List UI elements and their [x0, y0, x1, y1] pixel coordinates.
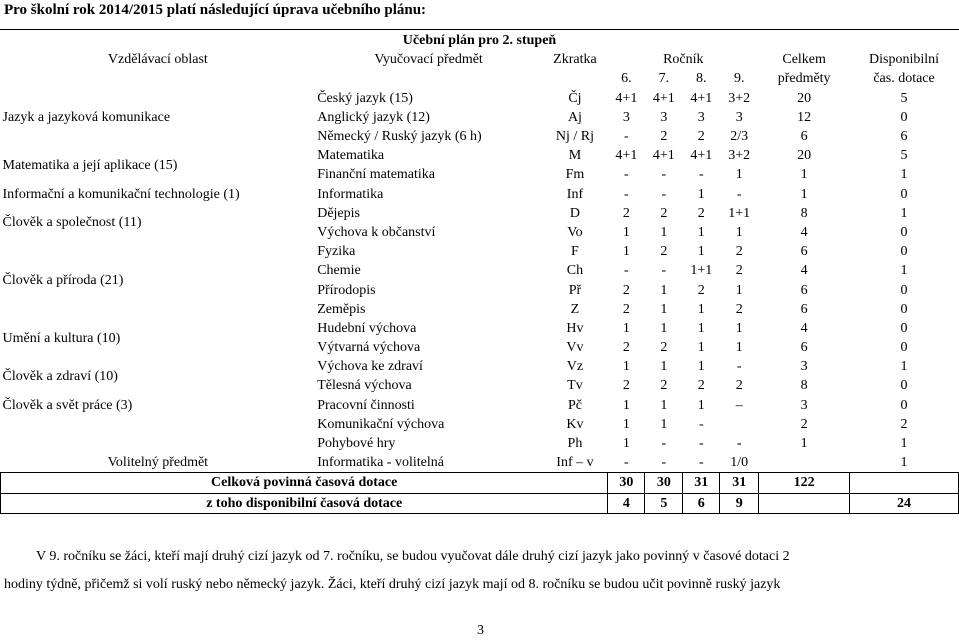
grade-6-cell: - [624, 167, 629, 183]
total-cell: 20 [797, 148, 812, 164]
abbr-cell: M [568, 148, 582, 164]
total-sum: 122 [759, 473, 850, 493]
subject-cell: Fyzika [317, 244, 356, 260]
header-row-2 [1, 69, 959, 88]
disp-cell: 1 [900, 263, 908, 279]
grade-9-cell: 2 [735, 244, 743, 260]
grade-6-cell: 1 [622, 320, 630, 336]
table-row [1, 242, 959, 261]
grade-8-cell: 1 [697, 301, 705, 317]
grade-6-cell: 2 [622, 301, 630, 317]
area-cell: Umění a kultura (10) [2, 330, 121, 346]
page-number: 3 [477, 623, 484, 638]
grade-6-cell: 2 [622, 205, 630, 221]
total-cell: 3 [800, 359, 808, 375]
col-header-disp-2: čas. dotace [873, 71, 935, 87]
disp-cell: 0 [900, 224, 908, 240]
total-cell: 4 [800, 224, 808, 240]
total-grade-7: 30 [645, 473, 683, 493]
abbr-cell: Z [570, 301, 580, 317]
abbr-cell: Inf – v [556, 455, 594, 471]
disp-cell: 5 [900, 148, 908, 164]
subject-cell: Matematika [317, 148, 385, 164]
grade-8-cell: 2 [697, 282, 705, 298]
table-row [1, 319, 959, 338]
disp-cell: 0 [900, 282, 908, 298]
grade-7-cell: 1 [660, 224, 668, 240]
area-cell: Člověk a zdraví (10) [2, 368, 118, 384]
grade-9-cell: 2 [735, 378, 743, 394]
grade-7-cell: 1 [660, 416, 668, 432]
total-cell: 3 [800, 397, 808, 413]
grade-7-cell: 3 [660, 109, 668, 125]
disp-cell: 0 [900, 244, 908, 260]
grade-7-cell: 1 [660, 397, 668, 413]
total-cell: 2 [800, 416, 808, 432]
subject-cell: Český jazyk (15) [317, 90, 413, 106]
grade-9-cell: 1 [735, 340, 743, 356]
table-row [1, 146, 959, 165]
disp-cell: 1 [900, 205, 908, 221]
grade-9-cell: - [736, 436, 742, 452]
total-cell: 4 [800, 320, 808, 336]
total-cell: 6 [800, 282, 808, 298]
total-cell: 20 [797, 90, 812, 106]
grade-9-cell: 1 [735, 282, 743, 298]
grade-8-cell: 4+1 [690, 148, 713, 164]
curriculum-table [0, 31, 959, 514]
grade-7-cell: 1 [660, 301, 668, 317]
table-row [1, 396, 959, 415]
total-disp [850, 473, 959, 493]
disp-cell: 2 [900, 416, 908, 432]
disp-cell: 5 [900, 90, 908, 106]
table-row [1, 453, 959, 473]
grade-6-cell: 1 [622, 436, 630, 452]
grade-9-cell: 1/0 [730, 455, 749, 471]
total-grade-9: 9 [720, 493, 759, 513]
subject-cell: Výchova k občanství [317, 224, 436, 240]
table-row [1, 185, 959, 204]
grade-8-cell: 2 [697, 129, 705, 145]
subject-cell: Hudební výchova [317, 320, 417, 336]
subject-cell: Výchova ke zdraví [317, 359, 423, 375]
grade-6-cell: 1 [622, 416, 630, 432]
subject-cell: Pohybové hry [317, 436, 396, 452]
grade-8-cell: 1 [697, 186, 705, 202]
grade-9-cell: 2 [735, 263, 743, 279]
table-row [1, 357, 959, 376]
grade-8-cell: 3 [697, 109, 705, 125]
subject-cell: Zeměpis [317, 301, 366, 317]
grade-7-cell: - [661, 186, 667, 202]
abbr-cell: Ch [566, 263, 584, 279]
grade-8-cell: - [698, 167, 704, 183]
total-cell: 8 [800, 378, 808, 394]
grade-8-cell: - [698, 416, 704, 432]
total-grade-6: 4 [608, 493, 645, 513]
grade-7-cell: 2 [660, 205, 668, 221]
subject-cell: Finanční matematika [317, 167, 436, 183]
grade-8-cell: 1+1 [690, 263, 713, 279]
total-grade-7: 5 [645, 493, 683, 513]
grade-7-cell: 4+1 [652, 148, 675, 164]
subject-cell: Přírodopis [317, 282, 376, 298]
grade-7-cell: - [661, 455, 667, 471]
abbr-cell: Kv [566, 416, 584, 432]
header-row-1 [1, 50, 959, 69]
total-cell: 12 [797, 109, 812, 125]
grade-9-cell: - [736, 359, 742, 375]
grade-8-cell: 2 [697, 378, 705, 394]
total-sum [759, 493, 850, 513]
abbr-cell: Př [568, 282, 582, 298]
grade-8-cell: 4+1 [690, 90, 713, 106]
grade-8-cell: 1 [697, 359, 705, 375]
subject-cell: Komunikační výchova [317, 416, 445, 432]
total-cell: 1 [800, 167, 808, 183]
disp-cell: 0 [900, 397, 908, 413]
grade-6-cell: 2 [622, 378, 630, 394]
grade-6-cell: 4+1 [615, 90, 638, 106]
abbr-cell: Hv [566, 320, 584, 336]
grade-9-cell: 1 [735, 320, 743, 336]
total-grade-8: 31 [683, 473, 720, 493]
grade-7-cell: 1 [660, 282, 668, 298]
disp-cell: 0 [900, 109, 908, 125]
abbr-cell: F [571, 244, 579, 260]
area-cell: Informační a komunikační technologie (1) [2, 186, 240, 202]
grade-7-cell: 1 [660, 359, 668, 375]
abbr-cell: Pč [567, 397, 582, 413]
totals-label: z toho disponibilní časová dotace [1, 493, 608, 513]
grade-8-cell: - [698, 455, 704, 471]
grade-6-cell: 3 [622, 109, 630, 125]
grade-6-cell: 1 [622, 359, 630, 375]
col-header-disp: Disponibilní [869, 52, 940, 68]
total-grade-6: 30 [608, 473, 645, 493]
grade-7-cell: 4+1 [652, 90, 675, 106]
total-cell: 6 [800, 244, 808, 260]
grade-7-cell: 2 [660, 340, 668, 356]
total-grade-9: 31 [720, 473, 759, 493]
area-cell: Člověk a společnost (11) [2, 215, 142, 231]
abbr-cell: Vo [567, 224, 583, 240]
grade-9-cell: - [736, 186, 742, 202]
area-cell: Člověk a svět práce (3) [2, 397, 133, 413]
col-header-grade-7: 7. [658, 71, 670, 87]
grade-9-cell: 2/3 [730, 129, 749, 145]
disp-cell: 0 [900, 186, 908, 202]
grade-9-cell: 3+2 [728, 90, 751, 106]
top-divider [0, 29, 959, 30]
grade-8-cell: 1 [697, 340, 705, 356]
table-row [1, 415, 959, 434]
subject-cell: Tělesná výchova [317, 378, 412, 394]
grade-6-cell: - [624, 455, 629, 471]
footnote-line-2: hodiny týdně, přičemž si volí ruský nebo německý jazyk. Žáci, kteří druhý cizí jazyk mají od 8. ročníku se budou učit povinně ruský jazyk [4, 577, 781, 592]
col-header-area: Vzdělávací oblast [107, 52, 208, 68]
disp-cell: 6 [900, 129, 908, 145]
abbr-cell: Čj [568, 90, 582, 106]
abbr-cell: Aj [567, 109, 582, 125]
grade-6-cell: - [624, 186, 629, 202]
grade-7-cell: - [661, 436, 667, 452]
disp-cell: 1 [900, 167, 908, 183]
abbr-cell: Vz [566, 359, 584, 375]
totals-label: Celková povinná časová dotace [1, 473, 608, 493]
subject-cell: Informatika - volitelná [317, 455, 444, 471]
table-title-row [1, 31, 959, 50]
col-header-total: Celkem [782, 52, 826, 68]
grade-9-cell: 2 [735, 301, 743, 317]
totals-row [1, 473, 959, 493]
grade-9-cell: – [735, 397, 743, 413]
disp-cell: 0 [900, 378, 908, 394]
area-cell: Člověk a příroda (21) [2, 272, 124, 288]
grade-6-cell: 1 [622, 244, 630, 260]
grade-6-cell: 4+1 [615, 148, 638, 164]
total-cell: 4 [800, 263, 808, 279]
grade-7-cell: 2 [660, 244, 668, 260]
totals-row [1, 493, 959, 513]
disp-cell: 0 [900, 301, 908, 317]
grade-6-cell: 1 [622, 397, 630, 413]
subject-cell: Německý / Ruský jazyk (6 h) [317, 129, 482, 145]
total-cell: 1 [800, 436, 808, 452]
subject-cell: Anglický jazyk (12) [317, 109, 430, 125]
area-cell: Matematika a její aplikace (15) [2, 157, 178, 173]
abbr-cell: D [569, 205, 580, 221]
col-header-subject: Vyučovací předmět [374, 52, 483, 68]
subject-cell: Chemie [317, 263, 361, 279]
disp-cell: 1 [900, 455, 908, 471]
disp-cell: 1 [900, 359, 908, 375]
grade-9-cell: 1 [735, 167, 743, 183]
grade-7-cell: 2 [660, 378, 668, 394]
col-header-grade-8: 8. [696, 71, 707, 87]
table-row [1, 89, 959, 108]
disp-cell: 1 [900, 436, 908, 452]
abbr-cell: Vv [566, 340, 584, 356]
grade-9-cell: 1 [735, 224, 743, 240]
abbr-cell: Tv [567, 378, 583, 394]
abbr-cell: Nj / Rj [555, 129, 594, 145]
col-header-total-2: předměty [777, 71, 831, 87]
col-header-abbr: Zkratka [553, 52, 597, 68]
grade-7-cell: - [661, 263, 667, 279]
grade-8-cell: - [698, 436, 704, 452]
subject-cell: Dějepis [317, 205, 360, 221]
grade-9-cell [720, 415, 759, 434]
grade-7-cell: 2 [660, 129, 668, 145]
grade-7-cell: 1 [660, 320, 668, 336]
area-cell: Volitelný předmět [107, 455, 209, 471]
subject-cell: Informatika [317, 186, 384, 202]
footnote-line-1: V 9. ročníku se žáci, kteří mají druhý cizí jazyk od 7. ročníku, se budou vyučovat dále druhý cizí jazyk jako povinný v časové dotaci 2 [36, 549, 790, 564]
grade-6-cell: - [624, 129, 629, 145]
page-heading: Pro školní rok 2014/2015 platí následující úprava učebního plánu: [4, 2, 427, 18]
grade-8-cell: 2 [697, 205, 705, 221]
grade-9-cell: 3+2 [728, 148, 751, 164]
total-cell: 8 [800, 205, 808, 221]
disp-cell: 0 [900, 340, 908, 356]
grade-6-cell: 1 [622, 224, 630, 240]
disp-cell: 0 [900, 320, 908, 336]
grade-9-cell: 1+1 [728, 205, 751, 221]
abbr-cell: Fm [565, 167, 585, 183]
col-header-grade-6: 6. [621, 71, 632, 87]
area-cell: Jazyk a jazyková komunikace [2, 109, 171, 125]
total-cell: 6 [800, 129, 808, 145]
col-header-year: Ročník [663, 52, 704, 68]
table-title: Učební plán pro 2. stupeň [402, 33, 557, 49]
total-cell: 1 [800, 186, 808, 202]
total-cell: 6 [800, 340, 808, 356]
total-disp: 24 [850, 493, 959, 513]
abbr-cell: Ph [567, 436, 583, 452]
total-grade-8: 6 [683, 493, 720, 513]
grade-8-cell: 1 [697, 320, 705, 336]
grade-6-cell: 2 [622, 340, 630, 356]
grade-8-cell: 1 [697, 224, 705, 240]
total-cell [759, 453, 850, 473]
subject-cell: Pracovní činnosti [317, 397, 415, 413]
grade-8-cell: 1 [697, 244, 705, 260]
subject-cell: Výtvarná výchova [317, 340, 421, 356]
table-row [1, 204, 959, 223]
grade-6-cell: 2 [622, 282, 630, 298]
grade-8-cell: 1 [697, 397, 705, 413]
grade-7-cell: - [661, 167, 667, 183]
col-header-grade-9: 9. [733, 71, 745, 87]
table-row [1, 434, 959, 453]
grade-6-cell: - [624, 263, 629, 279]
total-cell: 6 [800, 301, 808, 317]
abbr-cell: Inf [566, 186, 584, 202]
grade-9-cell: 3 [735, 109, 743, 125]
